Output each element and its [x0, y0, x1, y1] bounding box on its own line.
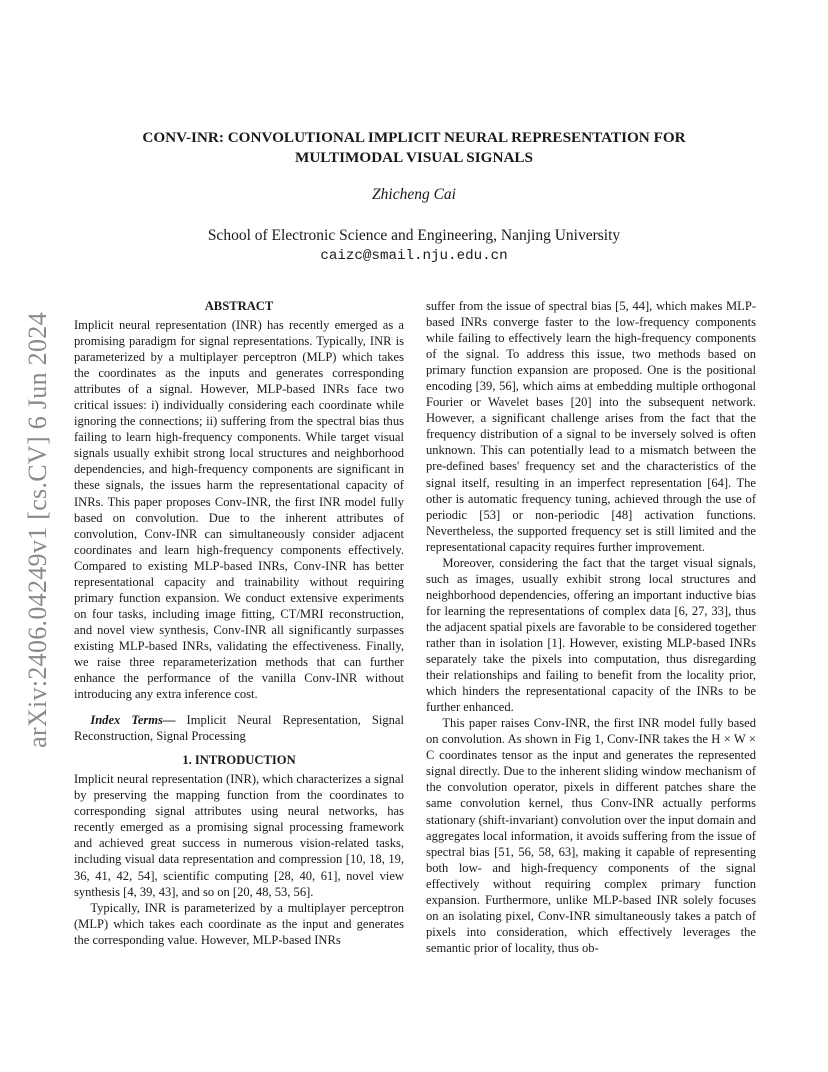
right-paragraph-2: Moreover, considering the fact that the target visual signals, such as images, usually exhibit strong local structures and neighborhood dependencies, offering an important inductive bias for learning the representations of complex data [6, 27, 33], thus the adjacent spatial pixels are favorable to be considered together rather than in isolation [1]. However, existing MLP-based INRs separately take the pixels into computation, thus disregarding their relationships and failing to benefit from the locality prior, which hinders the representational capacity of the INRs to be further enhanced.	[426, 555, 756, 715]
abstract-heading: ABSTRACT	[204, 299, 274, 313]
right-paragraph-3: This paper raises Conv-INR, the first INR model fully based on convolution. As shown in Fig 1, Conv-INR takes the H × W × C coordinates tensor as the input and generates the represented signal directly. Due to the inherent sliding window mechanism of the convolution operator, pixels in different patches share the same convolution kernel, thus Conv-INR actually performs stationary (shift-invariant) convolution over the input domain and aggregates local information, it avoids suffering from the issue of spectral bias [51, 56, 58, 63], making it capable of representing both low- and high-frequency components of the signal effectively without requiring complex primary function expansion. Furthermore, unlike MLP-based INR solely focuses on an isolating pixel, Conv-INR simultaneously takes a patch of pixels into consideration, which effectively leverages the semantic prior of locality, thus ob-	[426, 716, 756, 955]
title-line-2: MULTIMODAL VISUAL SIGNALS	[294, 149, 533, 166]
right-paragraph-1: suffer from the issue of spectral bias [5, 44], which makes MLP-based INRs converge faster to the low-frequency components while failing to effectively learn the high-frequency components of the signal. To address this issue, two methods based on primary function expansion are proposed. One is the positional encoding [39, 56], which aims at embedding multiple orthogonal Fourier or Wavelet bases [20] into the subsequent network. However, a significant challenge arises from the fact that the frequency distribution of a signal to be inversely solved is often unknown. This can potentially lead to a mismatch between the pre-defined bases' frequency set and the characteristics of the signal itself, resulting in an imperfect representation [64]. The other is automatic frequency tuning, achieved through the use of periodic [53] or non-periodic [48] activation functions. Nevertheless, the supported frequency set is still limited and the representational capacity requires further improvement.	[426, 299, 756, 554]
paper-title	[74, 128, 754, 168]
section-heading-introduction: 1. INTRODUCTION	[182, 753, 296, 768]
affiliation-block	[74, 225, 754, 267]
intro-paragraph-2: Typically, INR is parameterized by a multiplayer perceptron (MLP) which takes each coordinate as the input and generates the corresponding value. However, MLP-based INRs	[74, 900, 404, 947]
arxiv-identifier	[18, 295, 58, 765]
author-email: caizc@smail.nju.edu.cn	[320, 248, 508, 264]
arxiv-identifier-text: arXiv:2406.04249v1 [cs.CV] 6 Jun 2024	[23, 312, 53, 748]
right-column	[426, 298, 756, 956]
left-column	[74, 298, 404, 948]
title-line-1: CONV-INR: CONVOLUTIONAL IMPLICIT NEURAL REPRESENTATION FOR	[142, 129, 686, 146]
index-terms-label: Index Terms—	[90, 713, 176, 728]
index-terms-text: Implicit Neural Representation, Signal Reconstruction, Signal Processing	[74, 713, 404, 744]
abstract-text: Implicit neural representation (INR) has recently emerged as a promising paradigm for signal representations. Typically, INR is parameterized by a multiplayer perceptron (MLP) which takes the coordinates as the inputs and generates corresponding attributes of a signal. However, MLP-based INRs face two critical issues: i) individually considering each coordinate while ignoring the connections; ii) suffering from the spectral bias thus failing to learn high-frequency components. While target visual signals usually exhibit strong local structures and neighborhood dependencies, and high-frequency components are significant in these signals, the issues harm the representational capacity of INRs. This paper proposes Conv-INR, the first INR model fully based on convolution. Due to the inherent attributes of convolution, Conv-INR can simultaneously consider adjacent coordinates and learn high-frequency components effectively. Compared to existing MLP-based INRs, Conv-INR has better representational capacity and trainability without requiring primary function expansion. We conduct extensive experiments on four tasks, including image fitting, CT/MRI reconstruction, and novel view synthesis, Conv-INR all significantly surpasses existing MLP-based INRs, validating the effectiveness. Finally, we raise three reparameterization methods that can further enhance the performance of the vanilla Conv-INR without introducing any extra inference cost.	[74, 318, 404, 702]
intro-paragraph-1: Implicit neural representation (INR), which characterizes a signal by preserving the mapping function from the coordinates to corresponding signal attributes using neural networks, has recently emerged as a promising signal processing framework and achieved great success in numerous vision-related tasks, including visual data representation and compression [10, 18, 19, 36, 41, 42, 54], scientific computing [28, 40, 61], novel view synthesis [4, 39, 43], and so on [20, 48, 53, 56].	[74, 772, 404, 899]
index-terms	[74, 712, 404, 744]
affiliation: School of Electronic Science and Engineering, Nanjing University	[207, 227, 621, 244]
author-name: Zhicheng Cai	[372, 186, 456, 203]
